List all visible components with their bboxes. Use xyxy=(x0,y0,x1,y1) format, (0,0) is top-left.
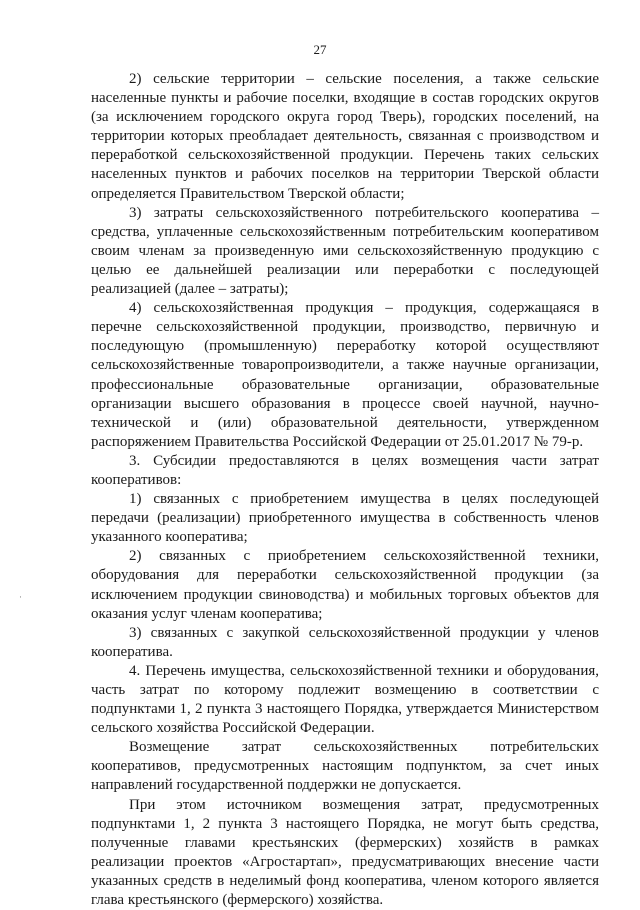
paragraph-agrostartup-exclusion: При этом источником возмещения затрат, предусмотренных подпунктами 1, 2 пункта 3 настоящего Порядка, не могут быть средства, полученные главами крестьянских (фермерских) хозяйств в рамках реализации проектов «Агростартап», предусматривающих внесение части указанных средств в неделимый фонд кооператива, членом которого является глава крестьянского (фермерского) хозяйства. xyxy=(91,796,599,909)
scan-edge-mark: · xyxy=(19,592,22,602)
paragraph-equipment-list: 4. Перечень имущества, сельскохозяйственной техники и оборудования, часть затрат по которому подлежит возмещению в соответствии с подпунктами 1, 2 пункта 3 настоящего Порядка, утверждается Министерством сельского хозяйства Российской Федерации. xyxy=(91,662,599,737)
paragraph-subsidy-purpose: 3. Субсидии предоставляются в целях возмещения части затрат кооперативов: xyxy=(91,452,599,488)
paragraph-product-purchase: 3) связанных с закупкой сельскохозяйственной продукции у членов кооператива. xyxy=(91,624,599,660)
paragraph-rural-territories: 2) сельские территории – сельские поселения, а также сельские населенные пункты и рабочие поселки, входящие в состав городских округов (за исключением городского округа город Тверь), городских поселений, на территории которых преобладает деятельность, связанная с производством и переработкой сельскохозяйственной продукции. Перечень таких сельских населенных пунктов и рабочих поселков на территории Тверской области определяется Правительством Тверской области; xyxy=(91,71,599,202)
paragraph-no-double-support: Возмещение затрат сельскохозяйственных потребительских кооперативов, предусмотренных настоящим подпунктом, за счет иных направлений государственной поддержки не допускается. xyxy=(91,739,599,794)
paragraph-cooperative-costs: 3) затраты сельскохозяйственного потребительского кооператива – средства, уплаченные сельскохозяйственным потребительским кооперативом своим членам за произведенную ими сельскохозяйственную продукцию с целью ее дальнейшей реализации или переработки с последующей реализацией (далее – затраты); xyxy=(91,204,599,298)
paragraph-equipment-acquisition: 2) связанных с приобретением сельскохозяйственной техники, оборудования для переработки сельскохозяйственной продукции (за исключением продукции свиноводства) и мобильных торговых объектов для оказания услуг членам кооператива; xyxy=(91,548,599,622)
page-number: 27 xyxy=(313,42,327,57)
paragraph-agricultural-products: 4) сельскохозяйственная продукция – продукция, содержащаяся в перечне сельскохозяйственной продукции, производство, первичную и последующую (промышленную) переработку которой осуществляют сельскохозяйственные товаропроизводители, а также научные организации, профессиональные образовательные организации, образовательные организации высшего образования в процессе своей научной, научно-технической и (или) образовательной деятельности, утвержденном распоряжением Правительства Российской Федерации от 25.01.2017 № 79-р. xyxy=(91,300,599,450)
document-body xyxy=(91,70,599,910)
paragraph-property-acquisition: 1) связанных с приобретением имущества в целях последующей передачи (реализации) приобретенного имущества в собственность членов указанного кооператива; xyxy=(91,491,599,546)
